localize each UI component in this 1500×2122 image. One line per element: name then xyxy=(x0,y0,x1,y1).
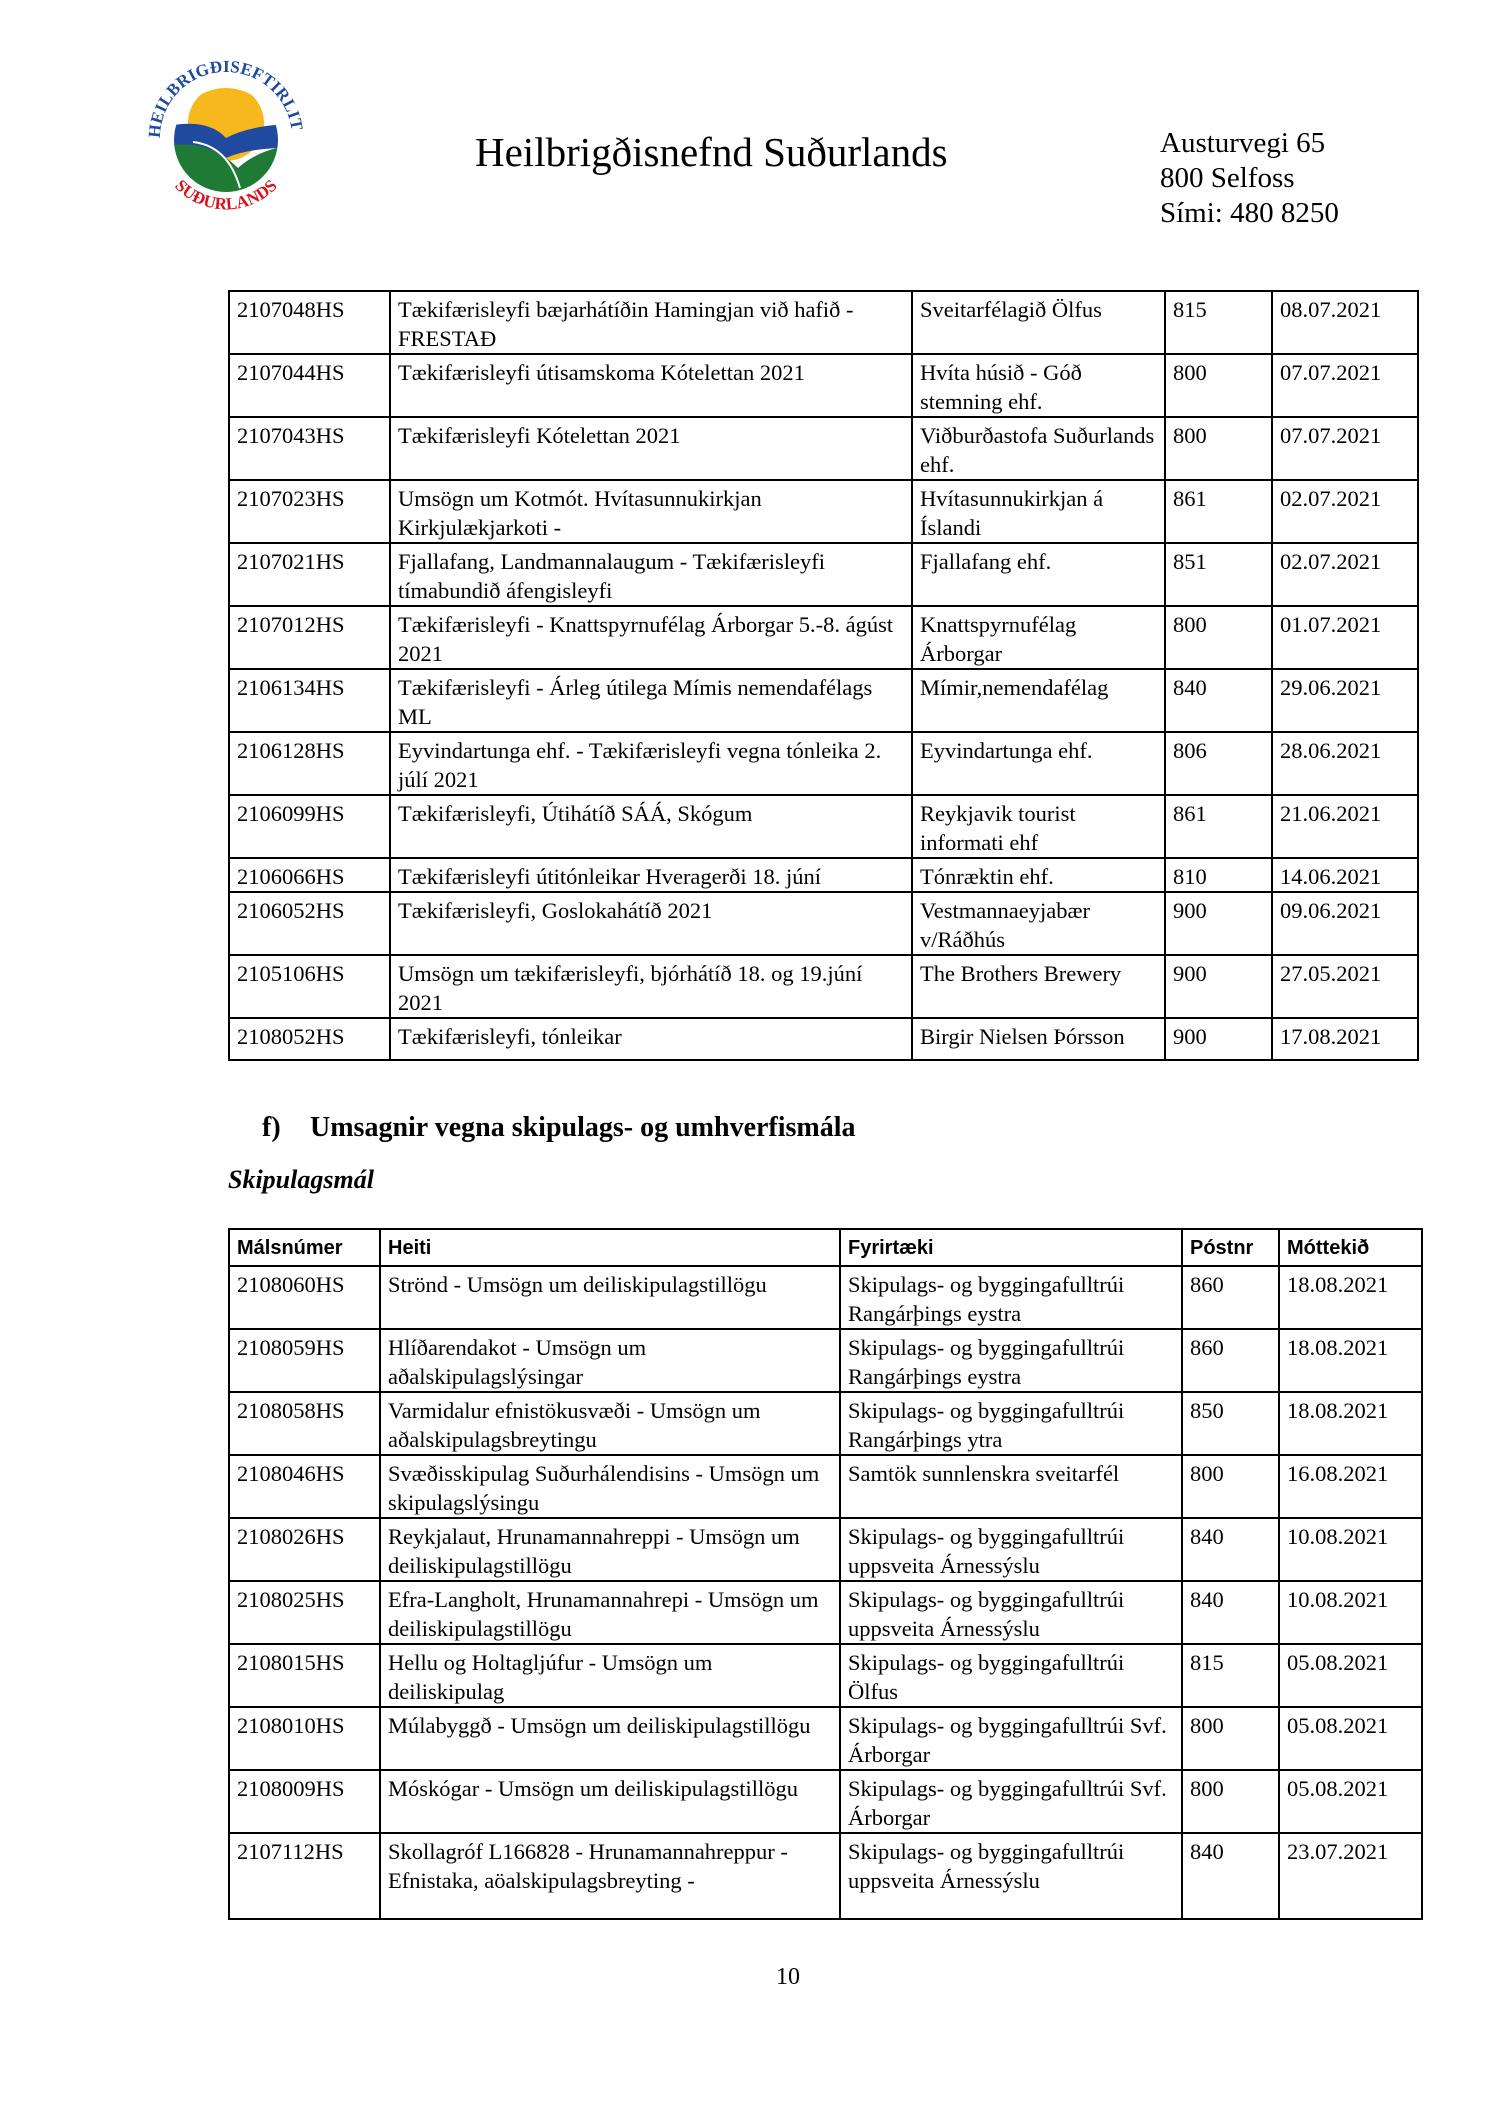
cell-postal-code: 800 xyxy=(1165,417,1272,480)
cell-company: Hvítasunnukirkjan á Íslandi xyxy=(912,480,1165,543)
cell-case-number: 2108058HS xyxy=(229,1392,380,1455)
cell-company: Skipulags- og byggingafulltrúi Rangárþings eystra xyxy=(840,1266,1182,1329)
cell-date: 08.07.2021 xyxy=(1272,291,1418,354)
cell-case-number: 2107021HS xyxy=(229,543,390,606)
cell-postal-code: 900 xyxy=(1165,955,1272,1018)
cell-title: Tækifærisleyfi útitónleikar Hveragerði 18. júní xyxy=(390,858,912,892)
cell-case-number: 2108052HS xyxy=(229,1018,390,1060)
section-subtitle: Skipulagsmál xyxy=(228,1165,374,1194)
cell-date: 05.08.2021 xyxy=(1279,1770,1422,1833)
cell-title: Umsögn um Kotmót. Hvítasunnukirkjan Kirkjulækjarkoti - xyxy=(390,480,912,543)
cell-postal-code: 900 xyxy=(1165,1018,1272,1060)
cell-postal-code: 800 xyxy=(1182,1770,1279,1833)
cell-case-number: 2108009HS xyxy=(229,1770,380,1833)
cell-case-number: 2107044HS xyxy=(229,354,390,417)
cell-company: Skipulags- og byggingafulltrúi uppsveita Árnessýslu xyxy=(840,1518,1182,1581)
cell-company: Skipulags- og byggingafulltrúi Svf. Árborgar xyxy=(840,1707,1182,1770)
cell-case-number: 2107023HS xyxy=(229,480,390,543)
cell-company: Tónræktin ehf. xyxy=(912,858,1165,892)
cell-company: Skipulags- og byggingafulltrúi Svf. Árborgar xyxy=(840,1770,1182,1833)
cell-company: Reykjavik tourist informati ehf xyxy=(912,795,1165,858)
header-company: Fyrirtæki xyxy=(840,1229,1182,1266)
cell-postal-code: 815 xyxy=(1165,291,1272,354)
cell-company: Viðburðastofa Suðurlands ehf. xyxy=(912,417,1165,480)
cell-company: Fjallafang ehf. xyxy=(912,543,1165,606)
table-row xyxy=(229,1707,1422,1770)
table-row xyxy=(229,480,1418,543)
cell-company: Skipulags- og byggingafulltrúi Ölfus xyxy=(840,1644,1182,1707)
cell-date: 05.08.2021 xyxy=(1279,1707,1422,1770)
cell-date: 07.07.2021 xyxy=(1272,354,1418,417)
header-case-number: Málsnúmer xyxy=(229,1229,380,1266)
cell-title: Reykjalaut, Hrunamannahreppi - Umsögn um deiliskipulagstillögu xyxy=(380,1518,840,1581)
cell-date: 10.08.2021 xyxy=(1279,1581,1422,1644)
cell-title: Strönd - Umsögn um deiliskipulagstillögu xyxy=(380,1266,840,1329)
table-row xyxy=(229,1833,1422,1919)
cell-date: 10.08.2021 xyxy=(1279,1518,1422,1581)
cell-case-number: 2107012HS xyxy=(229,606,390,669)
cell-case-number: 2106134HS xyxy=(229,669,390,732)
table-row xyxy=(229,1770,1422,1833)
section-title: Umsagnir vegna skipulags- og umhverfismála xyxy=(310,1112,856,1143)
cell-title: Eyvindartunga ehf. - Tækifærisleyfi vegna tónleika 2. júlí 2021 xyxy=(390,732,912,795)
cell-postal-code: 800 xyxy=(1182,1707,1279,1770)
cell-company: Samtök sunnlenskra sveitarfél xyxy=(840,1455,1182,1518)
cell-postal-code: 861 xyxy=(1165,480,1272,543)
cell-date: 18.08.2021 xyxy=(1279,1392,1422,1455)
cell-case-number: 2108010HS xyxy=(229,1707,380,1770)
cell-date: 07.07.2021 xyxy=(1272,417,1418,480)
address-block xyxy=(1160,126,1339,231)
cell-title: Varmidalur efnistökusvæði - Umsögn um aðalskipulagsbreytingu xyxy=(380,1392,840,1455)
cell-date: 21.06.2021 xyxy=(1272,795,1418,858)
cell-title: Skollagróf L166828 - Hrunamannahreppur - Efnistaka, aöalskipulagsbreyting - xyxy=(380,1833,840,1919)
cell-postal-code: 800 xyxy=(1165,354,1272,417)
table-row xyxy=(229,732,1418,795)
cell-company: Sveitarfélagið Ölfus xyxy=(912,291,1165,354)
cell-postal-code: 850 xyxy=(1182,1392,1279,1455)
cell-postal-code: 800 xyxy=(1182,1455,1279,1518)
cell-title: Tækifærisleyfi, Útihátíð SÁÁ, Skógum xyxy=(390,795,912,858)
cell-company: Birgir Nielsen Þórsson xyxy=(912,1018,1165,1060)
table-header-row xyxy=(229,1229,1422,1266)
table-row xyxy=(229,1644,1422,1707)
cell-case-number: 2108015HS xyxy=(229,1644,380,1707)
cell-postal-code: 860 xyxy=(1182,1266,1279,1329)
cell-title: Tækifærisleyfi bæjarhátíðin Hamingjan við hafið - FRESTAÐ xyxy=(390,291,912,354)
cell-company: Mímir,nemendafélag xyxy=(912,669,1165,732)
table-row xyxy=(229,1266,1422,1329)
cell-date: 09.06.2021 xyxy=(1272,892,1418,955)
permits-table xyxy=(228,290,1419,1061)
cell-company: Skipulags- og byggingafulltrúi Rangárþings ytra xyxy=(840,1392,1182,1455)
table-row xyxy=(229,1329,1422,1392)
cell-date: 02.07.2021 xyxy=(1272,543,1418,606)
cell-title: Tækifærisleyfi - Árleg útilega Mímis nemendafélags ML xyxy=(390,669,912,732)
cell-date: 14.06.2021 xyxy=(1272,858,1418,892)
address-city: 800 Selfoss xyxy=(1160,162,1295,194)
cell-date: 17.08.2021 xyxy=(1272,1018,1418,1060)
cell-case-number: 2107043HS xyxy=(229,417,390,480)
cell-postal-code: 810 xyxy=(1165,858,1272,892)
cell-date: 05.08.2021 xyxy=(1279,1644,1422,1707)
table-row xyxy=(229,858,1418,892)
cell-company: Eyvindartunga ehf. xyxy=(912,732,1165,795)
cell-case-number: 2108060HS xyxy=(229,1266,380,1329)
cell-date: 18.08.2021 xyxy=(1279,1329,1422,1392)
cell-case-number: 2108059HS xyxy=(229,1329,380,1392)
cell-date: 02.07.2021 xyxy=(1272,480,1418,543)
cell-company: The Brothers Brewery xyxy=(912,955,1165,1018)
cell-date: 23.07.2021 xyxy=(1279,1833,1422,1919)
table-row xyxy=(229,1581,1422,1644)
cell-postal-code: 840 xyxy=(1182,1581,1279,1644)
heilbrigdiseftirlit-logo xyxy=(138,38,314,228)
cell-postal-code: 860 xyxy=(1182,1329,1279,1392)
cell-case-number: 2108025HS xyxy=(229,1581,380,1644)
cell-case-number: 2108046HS xyxy=(229,1455,380,1518)
cell-title: Umsögn um tækifærisleyfi, bjórhátíð 18. og 19.júní 2021 xyxy=(390,955,912,1018)
cell-title: Tækifærisleyfi útisamskoma Kótelettan 2021 xyxy=(390,354,912,417)
cell-case-number: 2106066HS xyxy=(229,858,390,892)
cell-date: 29.06.2021 xyxy=(1272,669,1418,732)
cell-case-number: 2107112HS xyxy=(229,1833,380,1919)
planning-table xyxy=(228,1228,1423,1920)
cell-company: Skipulags- og byggingafulltrúi Rangárþings eystra xyxy=(840,1329,1182,1392)
cell-postal-code: 861 xyxy=(1165,795,1272,858)
svg-text:SUÐURLANDS: SUÐURLANDS xyxy=(171,175,281,214)
table-row xyxy=(229,606,1418,669)
cell-case-number: 2107048HS xyxy=(229,291,390,354)
cell-company: Skipulags- og byggingafulltrúi uppsveita Árnessýslu xyxy=(840,1833,1182,1919)
cell-postal-code: 851 xyxy=(1165,543,1272,606)
table-row xyxy=(229,955,1418,1018)
cell-company: Knattspyrnufélag Árborgar xyxy=(912,606,1165,669)
svg-text:HEILBRIGÐISEFTIRLIT: HEILBRIGÐISEFTIRLIT xyxy=(144,56,307,139)
cell-title: Tækifærisleyfi Kótelettan 2021 xyxy=(390,417,912,480)
table-row xyxy=(229,1392,1422,1455)
header-postal-code: Póstnr xyxy=(1182,1229,1279,1266)
cell-case-number: 2106099HS xyxy=(229,795,390,858)
table-row xyxy=(229,1018,1418,1060)
cell-title: Efra-Langholt, Hrunamannahrepi - Umsögn um deiliskipulagstillögu xyxy=(380,1581,840,1644)
cell-date: 01.07.2021 xyxy=(1272,606,1418,669)
cell-case-number: 2105106HS xyxy=(229,955,390,1018)
table-row xyxy=(229,1455,1422,1518)
cell-title: Tækifærisleyfi, Goslokahátíð 2021 xyxy=(390,892,912,955)
cell-title: Svæðisskipulag Suðurhálendisins - Umsögn um skipulagslýsingu xyxy=(380,1455,840,1518)
cell-postal-code: 806 xyxy=(1165,732,1272,795)
table-row xyxy=(229,1518,1422,1581)
table-row xyxy=(229,291,1418,354)
header-date: Móttekið xyxy=(1279,1229,1422,1266)
cell-title: Hlíðarendakot - Umsögn um aðalskipulagslýsingar xyxy=(380,1329,840,1392)
table-row xyxy=(229,354,1418,417)
cell-title: Hellu og Holtagljúfur - Umsögn um deiliskipulag xyxy=(380,1644,840,1707)
cell-postal-code: 900 xyxy=(1165,892,1272,955)
section-heading xyxy=(262,1112,856,1144)
address-phone: Sími: 480 8250 xyxy=(1160,197,1339,229)
cell-title: Tækifærisleyfi, tónleikar xyxy=(390,1018,912,1060)
cell-title: Múlabyggð - Umsögn um deiliskipulagstillögu xyxy=(380,1707,840,1770)
cell-company: Hvíta húsið - Góð stemning ehf. xyxy=(912,354,1165,417)
cell-date: 18.08.2021 xyxy=(1279,1266,1422,1329)
header-title: Heiti xyxy=(380,1229,840,1266)
cell-company: Skipulags- og byggingafulltrúi uppsveita Árnessýslu xyxy=(840,1581,1182,1644)
table-row xyxy=(229,669,1418,732)
cell-postal-code: 840 xyxy=(1182,1833,1279,1919)
cell-title: Móskógar - Umsögn um deiliskipulagstillögu xyxy=(380,1770,840,1833)
table-row xyxy=(229,795,1418,858)
cell-company: Vestmannaeyjabær v/Ráðhús xyxy=(912,892,1165,955)
cell-case-number: 2106052HS xyxy=(229,892,390,955)
organization-title: Heilbrigðisnefnd Suðurlands xyxy=(475,129,948,175)
cell-date: 28.06.2021 xyxy=(1272,732,1418,795)
table-row xyxy=(229,543,1418,606)
cell-date: 16.08.2021 xyxy=(1279,1455,1422,1518)
cell-postal-code: 800 xyxy=(1165,606,1272,669)
cell-case-number: 2108026HS xyxy=(229,1518,380,1581)
table-row xyxy=(229,417,1418,480)
section-number: f) xyxy=(262,1112,281,1143)
address-street: Austurvegi 65 xyxy=(1160,127,1326,159)
page-number: 10 xyxy=(776,1964,800,1990)
cell-case-number: 2106128HS xyxy=(229,732,390,795)
cell-postal-code: 840 xyxy=(1165,669,1272,732)
cell-postal-code: 815 xyxy=(1182,1644,1279,1707)
cell-postal-code: 840 xyxy=(1182,1518,1279,1581)
table-row xyxy=(229,892,1418,955)
cell-title: Tækifærisleyfi - Knattspyrnufélag Árborgar 5.-8. ágúst 2021 xyxy=(390,606,912,669)
cell-title: Fjallafang, Landmannalaugum - Tækifærisleyfi tímabundið áfengisleyfi xyxy=(390,543,912,606)
cell-date: 27.05.2021 xyxy=(1272,955,1418,1018)
